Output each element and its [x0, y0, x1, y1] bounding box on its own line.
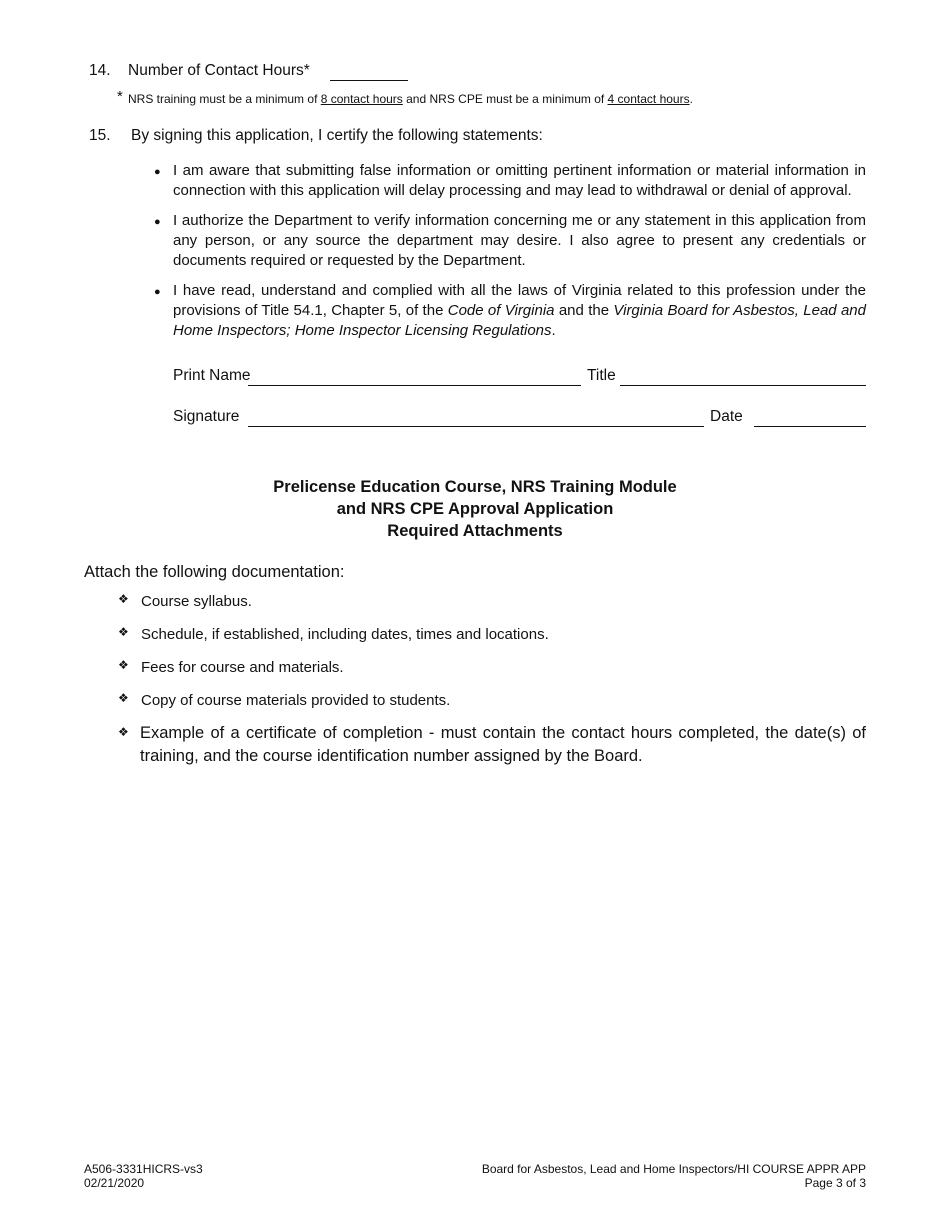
attachment-item: Fees for course and materials.	[141, 659, 344, 676]
footer-board: Board for Asbestos, Lead and Home Inspectors/HI COURSE APPR APP	[481, 1162, 866, 1176]
bullet-icon: ●	[154, 286, 161, 298]
date-field[interactable]	[754, 426, 866, 427]
title-field[interactable]	[620, 385, 866, 386]
print-name-field[interactable]	[248, 385, 581, 386]
certify-heading: By signing this application, I certify the following statements:	[131, 127, 543, 144]
diamond-bullet-icon: ❖	[118, 592, 129, 606]
contact-hours-note: NRS training must be a minimum of 8 contact hours and NRS CPE must be a minimum of 4 contact hours.	[128, 92, 693, 106]
signature-field[interactable]	[248, 426, 704, 427]
footer-page-number: Page 3 of 3	[804, 1176, 866, 1190]
statement-false-info: I am aware that submitting false information or omitting pertinent information or material information in connection with this application will delay processing and may lead to withdrawal or denial of approval.	[173, 162, 866, 199]
statement-authorize: I authorize the Department to verify information concerning me or any statement in this application from any person, or any source the department may desire. I also agree to present any credentials or documents required or requested by the Department.	[173, 212, 866, 269]
title-label: Title	[587, 367, 616, 384]
attachment-item: Schedule, if established, including dates, times and locations.	[141, 626, 549, 643]
attachments-heading-line-3: Required Attachments	[387, 522, 563, 540]
attachments-heading-line-1: Prelicense Education Course, NRS Training Module	[273, 478, 677, 496]
item-14-number: 14.	[89, 62, 111, 79]
bullet-icon: ●	[154, 216, 161, 228]
item-15-number: 15.	[89, 127, 111, 144]
attachments-heading-line-2: and NRS CPE Approval Application	[336, 500, 614, 518]
diamond-bullet-icon: ❖	[118, 691, 129, 705]
statement-laws: I have read, understand and complied with all the laws of Virginia related to this profession under the provisions of Title 54.1, Chapter 5, of the Code of Virginia and the Virginia Board for Asbestos, Lead and Home Inspectors; Home Inspector Licensing Regulations.	[173, 282, 866, 339]
attach-intro: Attach the following documentation:	[84, 563, 345, 581]
signature-label: Signature	[173, 408, 240, 425]
attachment-item: Copy of course materials provided to students.	[141, 692, 451, 709]
diamond-bullet-icon: ❖	[118, 658, 129, 672]
contact-hours-field[interactable]	[330, 80, 408, 81]
attachment-item: Course syllabus.	[141, 593, 252, 610]
note-asterisk: *	[117, 88, 123, 105]
footer-form-id: A506-3331HICRS-vs3	[84, 1162, 203, 1176]
print-name-label: Print Name	[173, 367, 251, 384]
footer-date: 02/21/2020	[84, 1176, 145, 1190]
attachment-item: Example of a certificate of completion - must contain the contact hours completed, the date(s) of training, and the course identification number assigned by the Board.	[140, 724, 866, 765]
diamond-bullet-icon: ❖	[118, 625, 129, 639]
date-label: Date	[710, 408, 743, 425]
contact-hours-label: Number of Contact Hours*	[128, 62, 310, 79]
bullet-icon: ●	[154, 166, 161, 178]
diamond-bullet-icon: ❖	[118, 725, 129, 739]
